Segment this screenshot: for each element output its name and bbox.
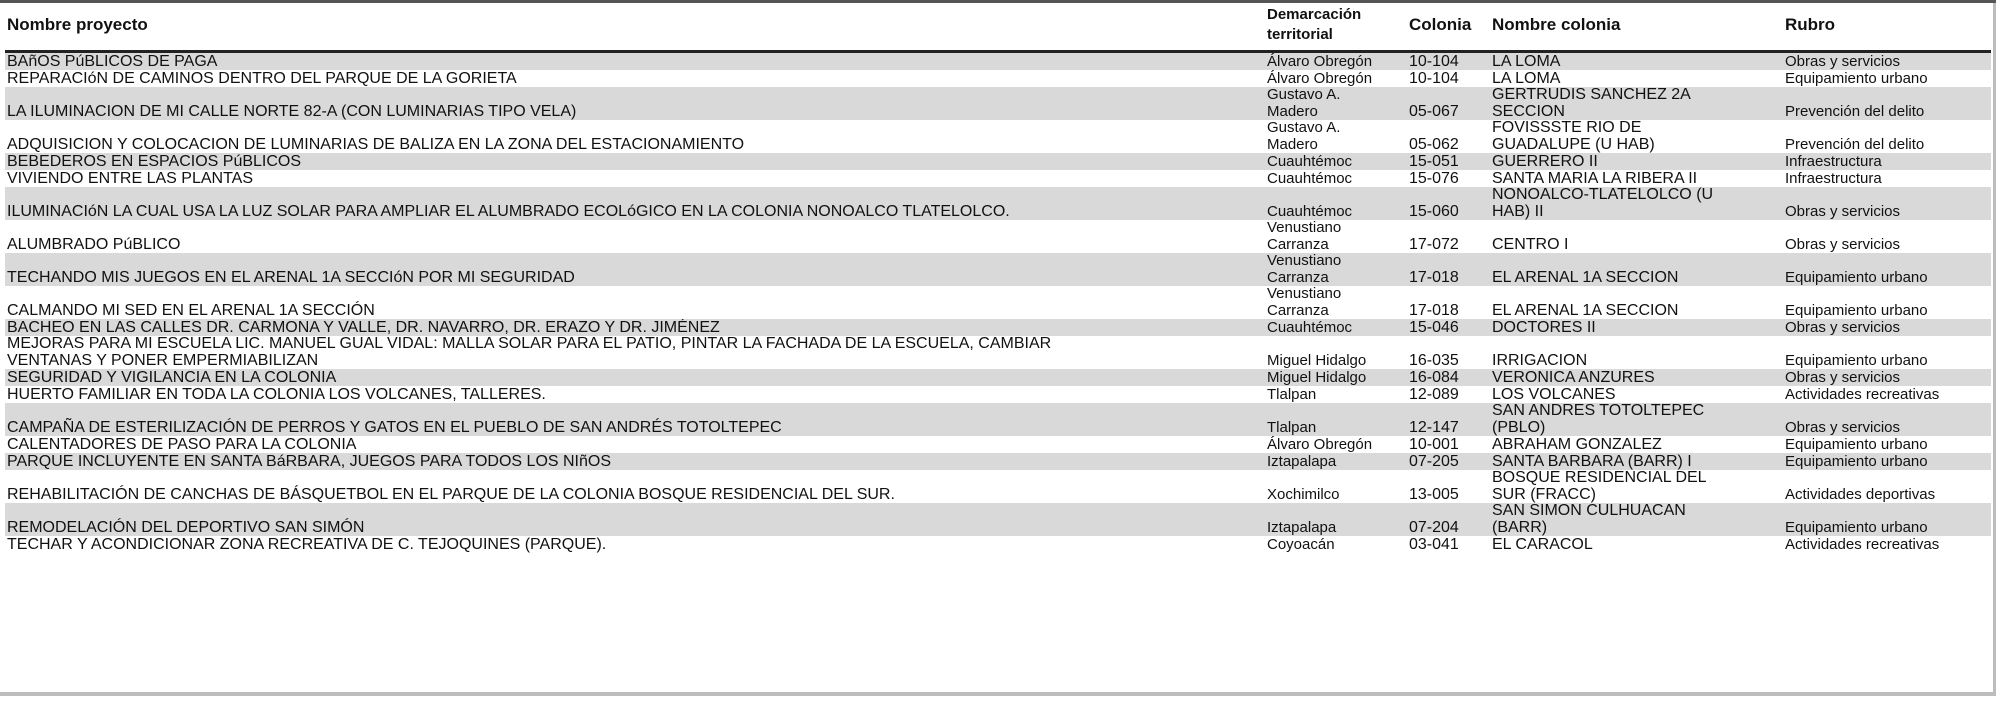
cell-demarcacion: Miguel Hidalgo	[1267, 351, 1367, 369]
header-nombre-proyecto: Nombre proyecto	[5, 0, 1265, 52]
cell-nombre-proyecto: CAMPAÑA DE ESTERILIZACIÓN DE PERROS Y GATOS EN EL PUEBLO DE SAN ANDRÉS TOTOLTEPEC	[5, 403, 1265, 436]
cell-demarcacion: Álvaro Obregón	[1267, 70, 1373, 87]
cell-nombre-colonia: VERONICA ANZURES	[1490, 369, 1783, 386]
cell-nombre-proyecto: VIVIENDO ENTRE LAS PLANTAS	[7, 170, 253, 187]
cell-rubro: Obras y servicios	[1783, 319, 1991, 336]
table-row	[5, 453, 1991, 470]
cell-rubro: Obras y servicios	[1783, 52, 1991, 71]
cell-nombre-proyecto: BAñOS PúBLICOS DE PAGA	[5, 52, 1265, 71]
cell-rubro: Equipamiento urbano	[1785, 351, 1928, 369]
cell-nombre-colonia: SANTA MARIA LA RIBERA II	[1492, 170, 1698, 187]
cell-rubro: Equipamiento urbano	[1785, 436, 1928, 453]
cell-nombre-proyecto: MEJORAS PARA MI ESCUELA LIC. MANUEL GUAL VIDAL: MALLA SOLAR PARA EL PATIO, PINTAR LA FACHADA DE LA ESCUELA, CAMBIAR VENTANAS Y PONER EMPERMIABILIZAN	[7, 336, 1052, 369]
cell-nombre-proyecto: CALMANDO MI SED EN EL ARENAL 1A SECCIÓN	[7, 301, 375, 319]
cell-demarcacion: Venustiano Carranza	[1267, 286, 1342, 319]
cell-demarcacion: Cuauhtémoc	[1265, 153, 1407, 170]
cell-demarcacion: Venustiano Carranza	[1265, 253, 1407, 286]
cell-nombre-colonia: CENTRO I	[1492, 235, 1569, 253]
cell-colonia: 17-018	[1409, 301, 1459, 319]
cell-nombre-proyecto: PARQUE INCLUYENTE EN SANTA BáRBARA, JUEGOS PARA TODOS LOS NIñOS	[5, 453, 1265, 470]
cell-nombre-colonia: EL ARENAL 1A SECCION	[1492, 301, 1679, 319]
table-row	[5, 536, 1991, 553]
cell-demarcacion: Álvaro Obregón	[1265, 52, 1407, 71]
cell-demarcacion: Cuauhtémoc	[1265, 319, 1407, 336]
header-colonia: Colonia	[1407, 0, 1490, 52]
cell-nombre-colonia: EL CARACOL	[1492, 536, 1593, 553]
cell-demarcacion: Cuauhtémoc	[1265, 187, 1407, 220]
cell-nombre-proyecto: CALENTADORES DE PASO PARA LA COLONIA	[7, 436, 357, 453]
table-row	[5, 470, 1991, 503]
cell-nombre-colonia: GUERRERO II	[1490, 153, 1783, 170]
table-row	[5, 87, 1991, 120]
cell-rubro: Prevención del delito	[1785, 135, 1925, 153]
cell-colonia: 12-147	[1407, 403, 1490, 436]
cell-demarcacion: Xochimilco	[1267, 485, 1340, 503]
cell-colonia: 15-060	[1407, 187, 1490, 220]
cell-nombre-colonia: SANTA BARBARA (BARR) I	[1490, 453, 1783, 470]
cell-rubro: Actividades recreativas	[1785, 536, 1940, 553]
cell-colonia: 17-018	[1407, 253, 1490, 286]
cell-nombre-colonia: LA LOMA	[1490, 52, 1783, 71]
table-row	[5, 220, 1991, 253]
table-row	[5, 403, 1991, 436]
cell-rubro: Equipamiento urbano	[1783, 453, 1991, 470]
table-row	[5, 52, 1991, 71]
cell-rubro: Obras y servicios	[1783, 187, 1991, 220]
cell-demarcacion: Coyoacán	[1267, 536, 1335, 553]
table-row	[5, 436, 1991, 453]
cell-nombre-colonia: LOS VOLCANES	[1492, 386, 1616, 403]
cell-nombre-proyecto: BEBEDEROS EN ESPACIOS PúBLICOS	[5, 153, 1265, 170]
cell-colonia: 13-005	[1409, 485, 1459, 503]
cell-rubro: Equipamiento urbano	[1783, 503, 1991, 536]
table-row	[5, 253, 1991, 286]
cell-colonia: 05-062	[1409, 135, 1459, 153]
cell-colonia: 03-041	[1409, 536, 1459, 553]
cell-nombre-proyecto: SEGURIDAD Y VIGILANCIA EN LA COLONIA	[5, 369, 1265, 386]
table-row	[5, 503, 1991, 536]
cell-nombre-colonia: ABRAHAM GONZALEZ	[1492, 436, 1662, 453]
table-row	[5, 170, 1991, 187]
cell-colonia: 10-104	[1409, 70, 1459, 87]
cell-demarcacion: Miguel Hidalgo	[1265, 369, 1407, 386]
cell-nombre-proyecto: ALUMBRADO PúBLICO	[7, 235, 181, 253]
cell-colonia: 07-204	[1407, 503, 1490, 536]
cell-rubro: Prevención del delito	[1783, 87, 1991, 120]
cell-colonia: 16-035	[1409, 351, 1459, 369]
table-row	[5, 369, 1991, 386]
cell-demarcacion: Venustiano Carranza	[1267, 220, 1342, 253]
cell-nombre-colonia: EL ARENAL 1A SECCION	[1490, 253, 1783, 286]
cell-nombre-colonia: BOSQUE RESIDENCIAL DEL SUR (FRACC)	[1492, 470, 1707, 503]
cell-rubro: Equipamiento urbano	[1783, 253, 1991, 286]
cell-colonia: 07-205	[1407, 453, 1490, 470]
cell-demarcacion: Tlalpan	[1265, 403, 1407, 436]
cell-nombre-colonia: NONOALCO-TLATELOLCO (U HAB) II	[1490, 187, 1783, 220]
cell-rubro: Obras y servicios	[1783, 403, 1991, 436]
cell-nombre-proyecto: REPARACIóN DE CAMINOS DENTRO DEL PARQUE DE LA GORIETA	[7, 70, 517, 87]
cell-demarcacion: Iztapalapa	[1265, 503, 1407, 536]
cell-demarcacion: Gustavo A. Madero	[1265, 87, 1407, 120]
cell-colonia: 15-076	[1409, 170, 1459, 187]
header-rubro: Rubro	[1783, 0, 1991, 52]
cell-nombre-proyecto: LA ILUMINACION DE MI CALLE NORTE 82-A (CON LUMINARIAS TIPO VELA)	[5, 87, 1265, 120]
cell-rubro: Infraestructura	[1783, 153, 1991, 170]
cell-colonia: 17-072	[1409, 235, 1459, 253]
cell-demarcacion: Iztapalapa	[1265, 453, 1407, 470]
cell-nombre-colonia: DOCTORES II	[1490, 319, 1783, 336]
table-row	[5, 187, 1991, 220]
cell-rubro: Equipamiento urbano	[1785, 301, 1928, 319]
cell-nombre-colonia: LA LOMA	[1492, 70, 1561, 87]
cell-demarcacion: Cuauhtémoc	[1267, 170, 1353, 187]
cell-colonia: 16-084	[1407, 369, 1490, 386]
cell-nombre-proyecto: ILUMINACIóN LA CUAL USA LA LUZ SOLAR PARA AMPLIAR EL ALUMBRADO ECOLóGICO EN LA COLONIA NONOALCO TLATELOLCO.	[5, 187, 1265, 220]
cell-rubro: Infraestructura	[1785, 170, 1882, 187]
cell-nombre-colonia: SAN SIMON CULHUACAN (BARR)	[1490, 503, 1783, 536]
table-row	[5, 120, 1991, 153]
cell-nombre-proyecto: REHABILITACIÓN DE CANCHAS DE BÁSQUETBOL EN EL PARQUE DE LA COLONIA BOSQUE RESIDENCIAL DEL SUR.	[7, 485, 895, 503]
cell-nombre-colonia: SAN ANDRES TOTOLTEPEC (PBLO)	[1490, 403, 1783, 436]
table-row	[5, 319, 1991, 336]
cell-nombre-proyecto: TECHAR Y ACONDICIONAR ZONA RECREATIVA DE C. TEJOQUINES (PARQUE).	[7, 536, 607, 553]
table-row	[5, 153, 1991, 170]
cell-colonia: 15-051	[1407, 153, 1490, 170]
table-row	[5, 386, 1991, 403]
cell-colonia: 10-104	[1407, 52, 1490, 71]
table-body	[5, 52, 1991, 554]
cell-nombre-proyecto: ADQUISICION Y COLOCACION DE LUMINARIAS DE BALIZA EN LA ZONA DEL ESTACIONAMIENTO	[7, 135, 745, 153]
cell-rubro: Actividades recreativas	[1785, 386, 1940, 403]
cell-rubro: Obras y servicios	[1783, 369, 1991, 386]
cell-nombre-proyecto: HUERTO FAMILIAR EN TODA LA COLONIA LOS VOLCANES, TALLERES.	[7, 386, 546, 403]
cell-nombre-colonia: GERTRUDIS SANCHEZ 2A SECCION	[1490, 87, 1783, 120]
cell-rubro: Actividades deportivas	[1785, 485, 1936, 503]
cell-nombre-colonia: FOVISSSTE RIO DE GUADALUPE (U HAB)	[1492, 120, 1655, 153]
cell-colonia: 05-067	[1407, 87, 1490, 120]
cell-nombre-colonia: IRRIGACION	[1492, 351, 1588, 369]
cell-rubro: Obras y servicios	[1785, 235, 1901, 253]
top-rule	[0, 0, 1996, 3]
cell-nombre-proyecto: REMODELACIÓN DEL DEPORTIVO SAN SIMÓN	[5, 503, 1265, 536]
header-nombre-colonia: Nombre colonia	[1490, 0, 1783, 52]
cell-colonia: 15-046	[1407, 319, 1490, 336]
cell-demarcacion: Gustavo A. Madero	[1267, 120, 1341, 153]
cell-rubro: Equipamiento urbano	[1785, 70, 1928, 87]
cell-nombre-proyecto: TECHANDO MIS JUEGOS EN EL ARENAL 1A SECCIóN POR MI SEGURIDAD	[5, 253, 1265, 286]
table-row	[5, 286, 1991, 319]
cell-colonia: 12-089	[1409, 386, 1459, 403]
projects-table	[5, 0, 1991, 553]
cell-demarcacion: Álvaro Obregón	[1267, 436, 1373, 453]
table-row	[5, 70, 1991, 87]
header-row	[5, 0, 1991, 52]
cell-colonia: 10-001	[1409, 436, 1459, 453]
header-demarcacion: Demarcación territorial	[1265, 0, 1407, 52]
cell-demarcacion: Tlalpan	[1267, 386, 1317, 403]
table-row	[5, 336, 1991, 369]
cell-nombre-proyecto: BACHEO EN LAS CALLES DR. CARMONA Y VALLE, DR. NAVARRO, DR. ERAZO Y DR. JIMÉNEZ	[5, 319, 1265, 336]
